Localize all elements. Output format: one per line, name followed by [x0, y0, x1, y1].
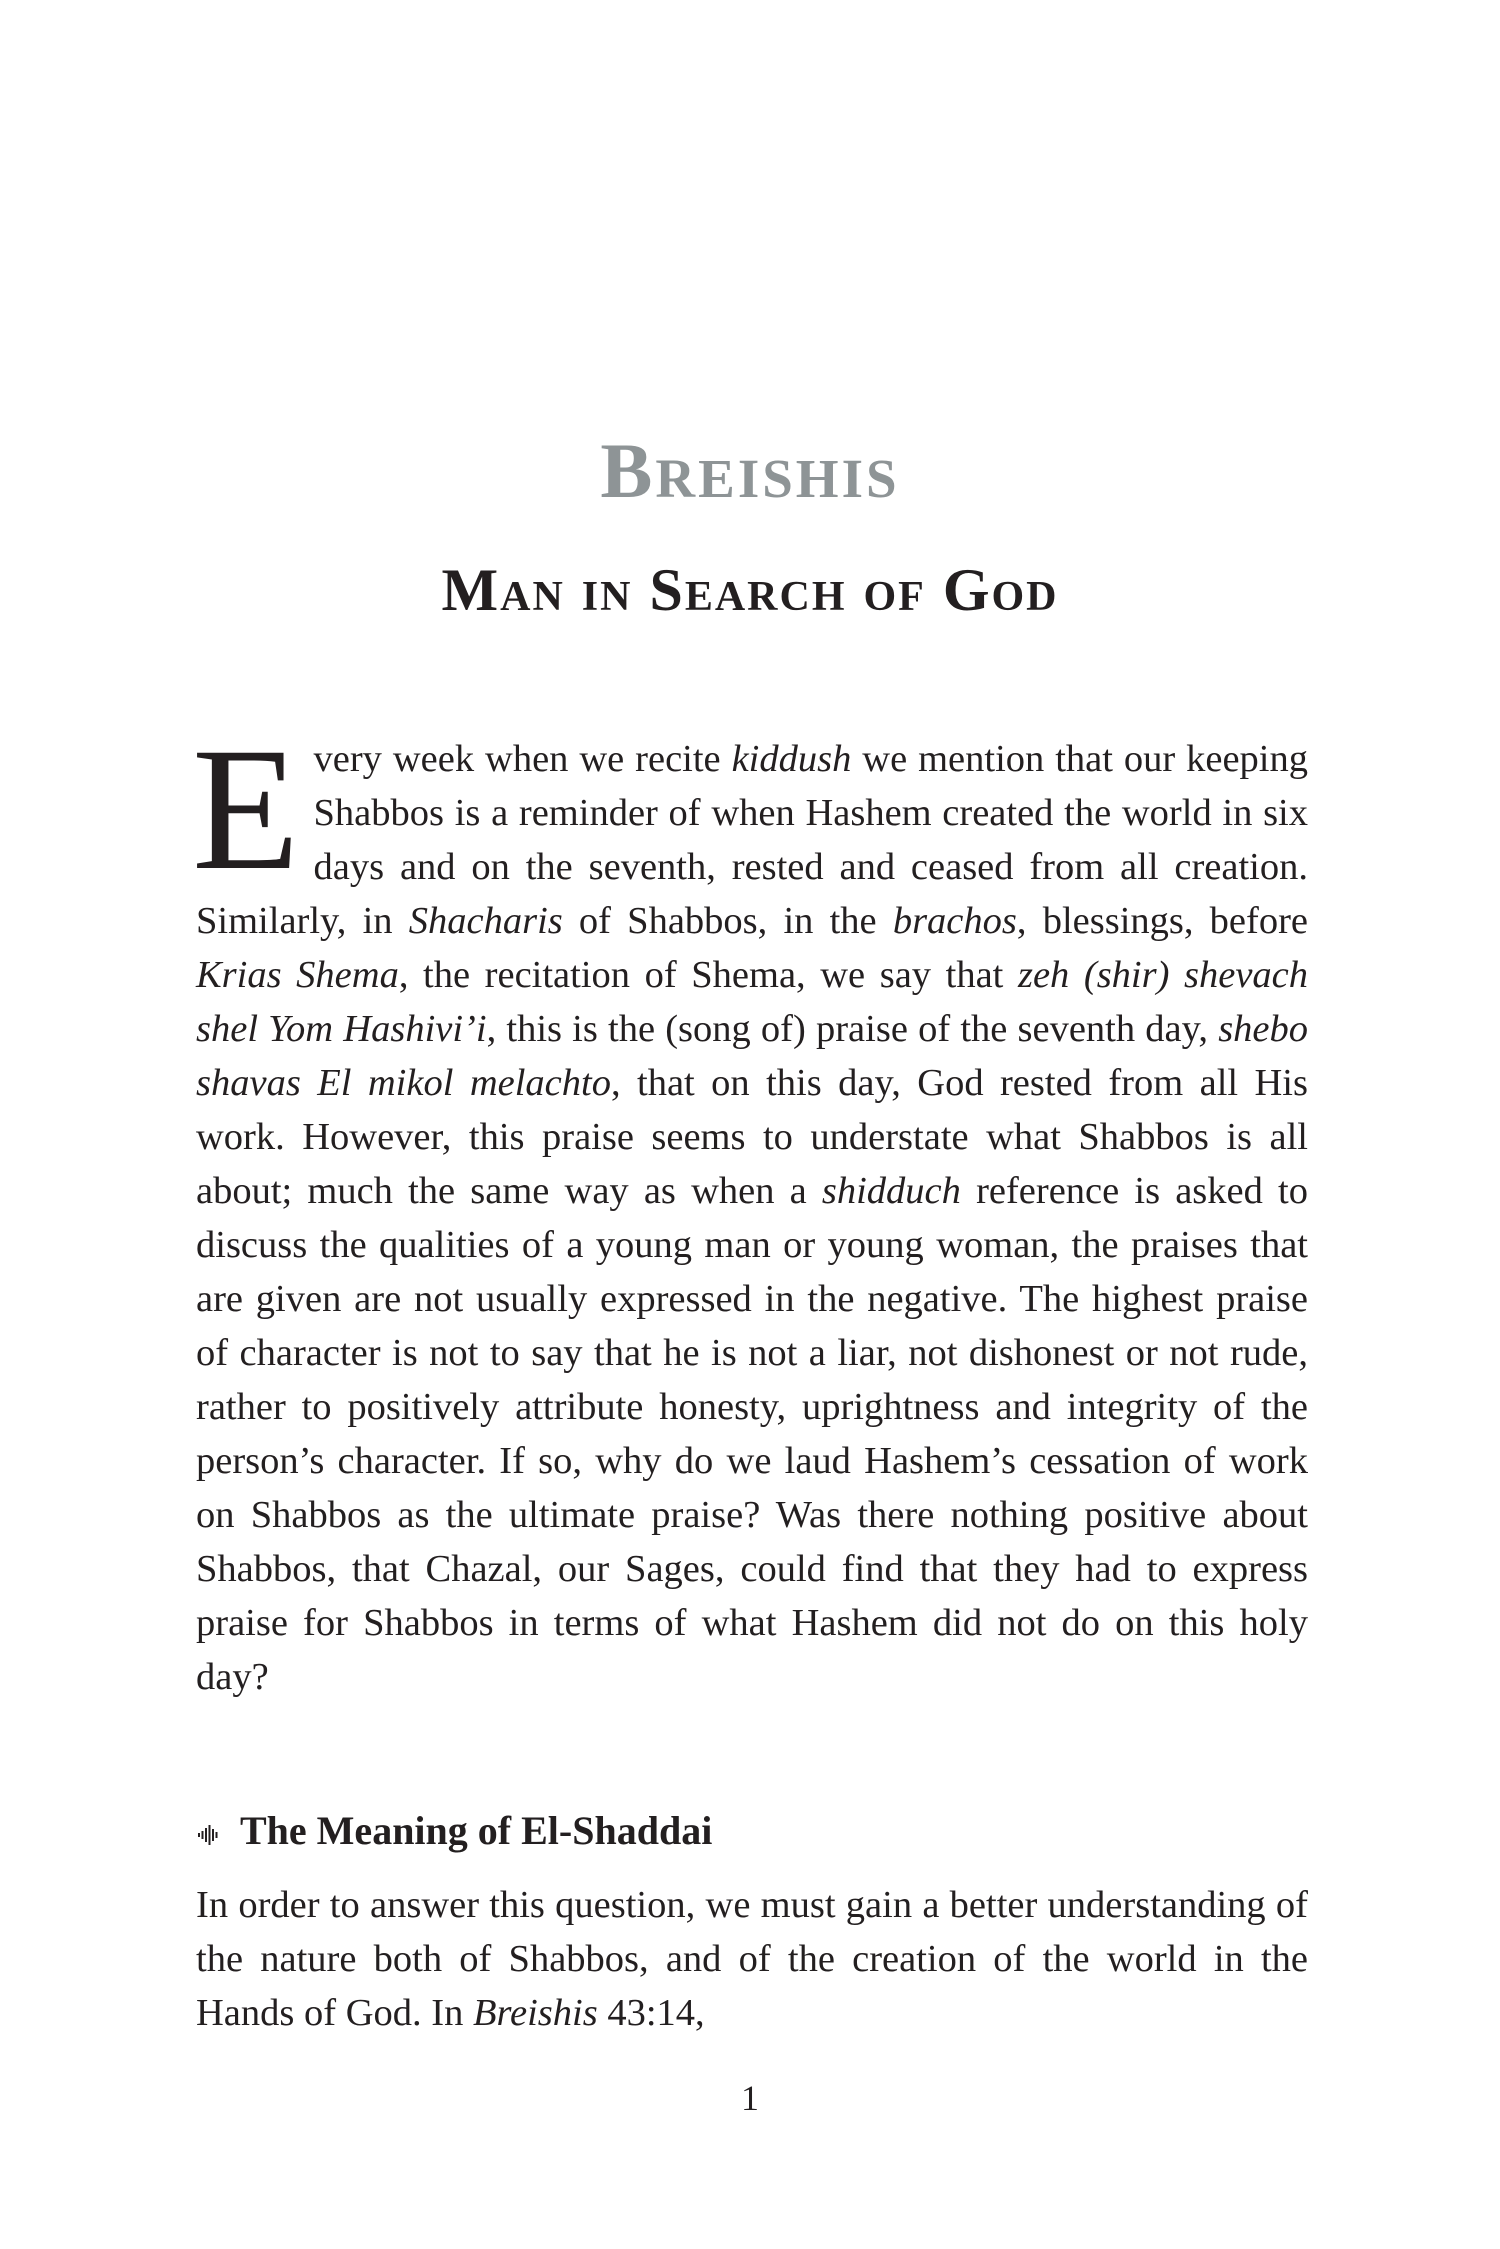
section-heading-text: The Meaning of El-Shaddai — [240, 1808, 713, 1853]
italic-term: kiddush — [731, 738, 852, 780]
text-run: , the recitation of Shema, we say that — [398, 954, 1018, 996]
second-paragraph-text — [196, 1884, 1308, 2034]
text-run: very week when we recite — [313, 738, 732, 780]
italic-term: zeh (shir) shevach shel Yom Hashivi’i — [196, 954, 1309, 1050]
text-run: 43:14, — [597, 1992, 705, 2034]
italic-term: Krias Shema — [196, 954, 399, 996]
text-run: , this is the (song of) praise of the seventh day, — [486, 1008, 1219, 1050]
text-run: we mention that our keeping Shabbos is a reminder of when Hashem created the world in six days and on the seventh, rested and ceased from all creation. Similarly, in — [196, 738, 1309, 942]
text-run: of Shabbos, in the — [562, 900, 893, 942]
text-run: , blessings, before — [1016, 900, 1309, 942]
drop-cap: E — [192, 712, 300, 907]
opening-paragraph-text — [196, 738, 1308, 1698]
italic-term: shebo shavas El mikol melachto — [196, 1008, 1309, 1104]
italic-term: Shacharis — [408, 900, 563, 942]
flourish-ornament-icon — [196, 1824, 220, 1846]
section-heading — [196, 1803, 1308, 1859]
text-run: In order to answer this question, we must gain a better understanding of the nature both of Shabbos, and of the creation of the world in the Hands of God. In — [196, 1884, 1308, 2034]
second-paragraph — [196, 1878, 1308, 2040]
italic-term: Breishis — [472, 1992, 598, 2034]
italic-term: brachos — [892, 900, 1017, 942]
opening-paragraph — [192, 712, 1309, 1704]
chapter-title: Man in Search of God — [441, 557, 1059, 623]
page-number: 1 — [741, 2078, 759, 2118]
parsha-title: Breishis — [600, 427, 900, 514]
text-run: , that on this day, God rested from all His work. However, this praise seems to understate what Shabbos is all about; much the same way as when a — [196, 1062, 1308, 1212]
text-run: reference is asked to discuss the qualities of a young man or young woman, the praises that are given are not usually expressed in the negative. The highest praise of character is not to say that he is not a liar, not dishonest or not rude, rather to positively attribute honesty, uprightness and integrity of the person’s character. If so, why do we laud Hashem’s cessation of work on Shabbos as the ultimate praise? Was there nothing positive about Shabbos, that Chazal, our Sages, could find that they had to express praise for Shabbos in terms of what Hashem did not do on this holy day? — [196, 1170, 1308, 1698]
italic-term: shidduch — [821, 1170, 961, 1212]
